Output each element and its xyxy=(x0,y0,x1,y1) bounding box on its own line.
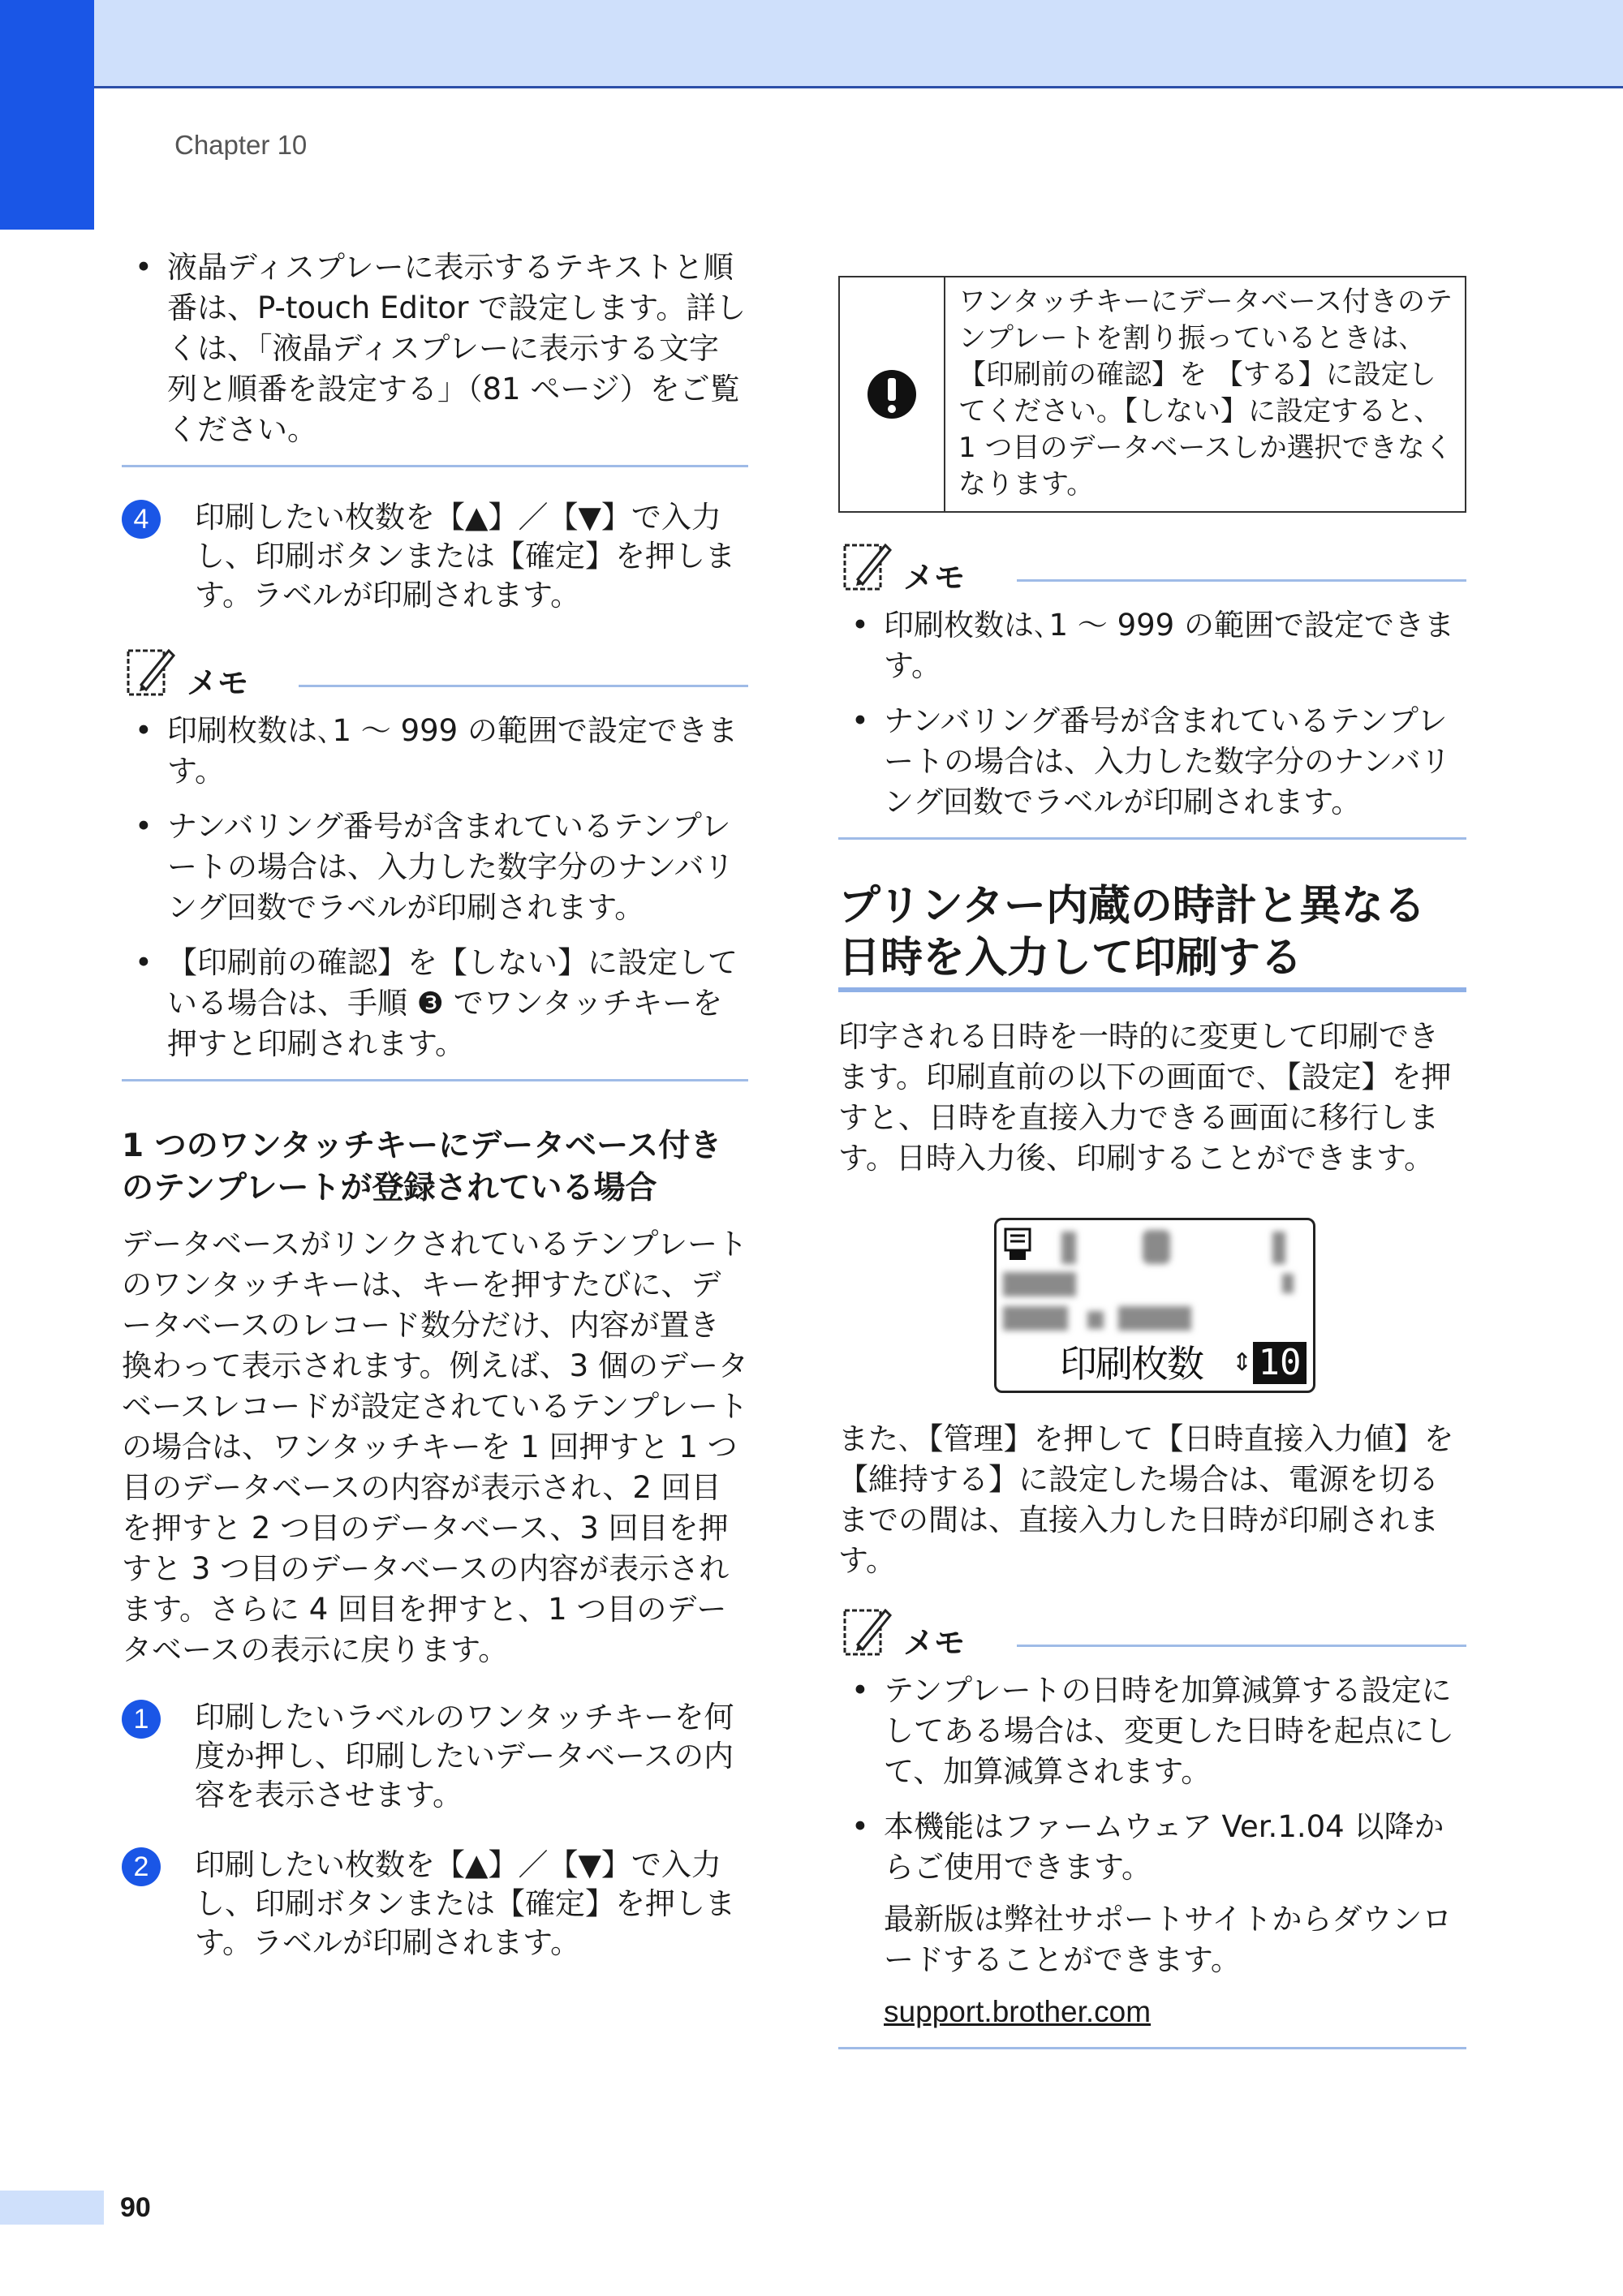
support-link[interactable]: support.brother.com xyxy=(884,1995,1152,2028)
memo-icon xyxy=(125,643,177,699)
body-text: データベースがリンクされているテンプレートのワンタッチキーは、キーを押すたびに、データベースのレコード数分だけ、内容が置き換わって表示されます。例えば、3 個のデータベースレコードが設定されているテンプレートの場合は、ワンタッチキーを 1 回押すと 1 つ目のデータベースの内容が表示され、2 回目を押すと 2 つ目のデータベース、3 回目を押すと 3 つ目のデータベースの内容が表示されます。さらに 4 回目を押すと、1 つ目のデータベースの表示に戻ります。 xyxy=(122,1227,748,1667)
memo-header xyxy=(838,537,1466,602)
step-text: 印刷したいラベルのワンタッチキーを何度か押し、印刷したいデータベースの内容を表示させます。 xyxy=(195,1700,734,1812)
step-text: 印刷したい枚数を【▲】／【▼】で入力し、印刷ボタンまたは【確定】を押します。ラベルが印刷されます。 xyxy=(195,500,735,613)
heading-rule xyxy=(838,987,1466,992)
warning-text: ワンタッチキーにデータベース付きのテンプレートを割り振っているときは､【印刷前の確認】を 【する】に設定してください。【しない】に設定すると、1 つ目のデータベースしか選択できなくなります。 xyxy=(958,286,1453,501)
list-item-note: 最新版は弊社サポートサイトからダウンロードすることができます。 xyxy=(884,1902,1453,1977)
left-column xyxy=(122,247,748,1963)
warning-box xyxy=(838,276,1466,513)
step-text: 印刷したい枚数を【▲】／【▼】で入力し、印刷ボタンまたは【確定】を押します。ラベルが印刷されます。 xyxy=(195,1847,735,1960)
memo-rule xyxy=(1017,579,1466,582)
step-number: 4 xyxy=(122,500,161,539)
section-heading: プリンター内蔵の時計と異なる日時を入力して印刷する xyxy=(838,882,1426,982)
list-item: • 【印刷前の確認】を【しない】に設定している場合は、手順 ❸ でワンタッチキーを押すと印刷されます。 xyxy=(135,945,738,1061)
memo-list xyxy=(838,605,1466,823)
step-1 xyxy=(122,1698,748,1815)
divider xyxy=(122,465,748,467)
list-item: • 印刷枚数は､1 ～ 999 の範囲で設定できます。 xyxy=(851,608,1454,683)
section-subheading: 1 つのワンタッチキーにデータベース付きのテンプレートが登録されている場合 xyxy=(122,1128,722,1206)
list-item: • 液晶ディスプレーに表示するテキストと順番は、P-touch Editor で設定します。詳しくは、「液晶ディスプレーに表示する文字列と順番を設定する」（81 ページ）をご覧ください。 xyxy=(135,250,747,447)
memo-icon xyxy=(842,1602,893,1659)
memo-list xyxy=(122,711,748,1064)
warning-icon-cell xyxy=(840,277,945,511)
step-2 xyxy=(122,1846,748,1963)
lcd-value: 10 xyxy=(1253,1342,1307,1384)
list-item: • 本機能はファームウェア Ver.1.04 以降からご使用できます。 最新版は弊社サポートサイトからダウンロードすることができます。 support.brother.com xyxy=(838,1807,1466,2032)
intro-bullets xyxy=(122,247,748,450)
divider xyxy=(838,2047,1466,2049)
memo-rule xyxy=(1017,1645,1466,1647)
memo-icon xyxy=(842,537,893,594)
printer-icon xyxy=(1003,1227,1035,1262)
memo-header xyxy=(122,643,748,707)
exclamation-icon xyxy=(866,368,918,420)
header-band xyxy=(0,0,1623,88)
list-item: • ナンバリング番号が含まれているテンプレートの場合は、入力した数字分のナンバリング回数でラベルが印刷されます。 xyxy=(135,809,734,925)
step-4 xyxy=(122,498,748,615)
after-text: また､【管理】を押して【日時直接入力値】を【維持する】に設定した場合は、電源を切るまでの間は、直接入力した日時が印刷されます。 xyxy=(838,1421,1454,1578)
step-number: 2 xyxy=(122,1847,161,1886)
memo-list xyxy=(838,1670,1466,2032)
divider xyxy=(838,837,1466,840)
up-down-arrow-icon: ⇕ xyxy=(1232,1348,1253,1377)
lcd-screen xyxy=(994,1218,1466,1393)
memo-header xyxy=(838,1602,1466,1667)
memo-title: メモ xyxy=(187,665,249,701)
memo-title: メモ xyxy=(903,1625,966,1661)
memo-rule xyxy=(299,685,748,687)
chapter-label: Chapter 10 xyxy=(174,130,308,160)
right-column xyxy=(838,276,1466,2049)
lcd-label: 印刷枚数 xyxy=(1060,1342,1203,1386)
step-number: 1 xyxy=(122,1700,161,1739)
list-item: • テンプレートの日時を加算減算する設定にしてある場合は、変更した日時を起点にして、加算減算されます。 xyxy=(851,1673,1454,1789)
intro-text: 印字される日時を一時的に変更して印刷できます。印刷直前の以下の画面で､【設定】を押すと、日時を直接入力できる画面に移行します。日時入力後、印刷することができます。 xyxy=(838,1019,1452,1176)
page-number: 90 xyxy=(120,2192,151,2223)
list-item: • ナンバリング番号が含まれているテンプレートの場合は、入力した数字分のナンバリング回数でラベルが印刷されます。 xyxy=(851,703,1451,819)
chapter-tab xyxy=(0,0,94,230)
memo-title: メモ xyxy=(903,560,966,595)
page-number-bar xyxy=(0,2191,104,2225)
divider xyxy=(122,1079,748,1081)
list-item: • 印刷枚数は､1 ～ 999 の範囲で設定できます。 xyxy=(135,713,738,789)
